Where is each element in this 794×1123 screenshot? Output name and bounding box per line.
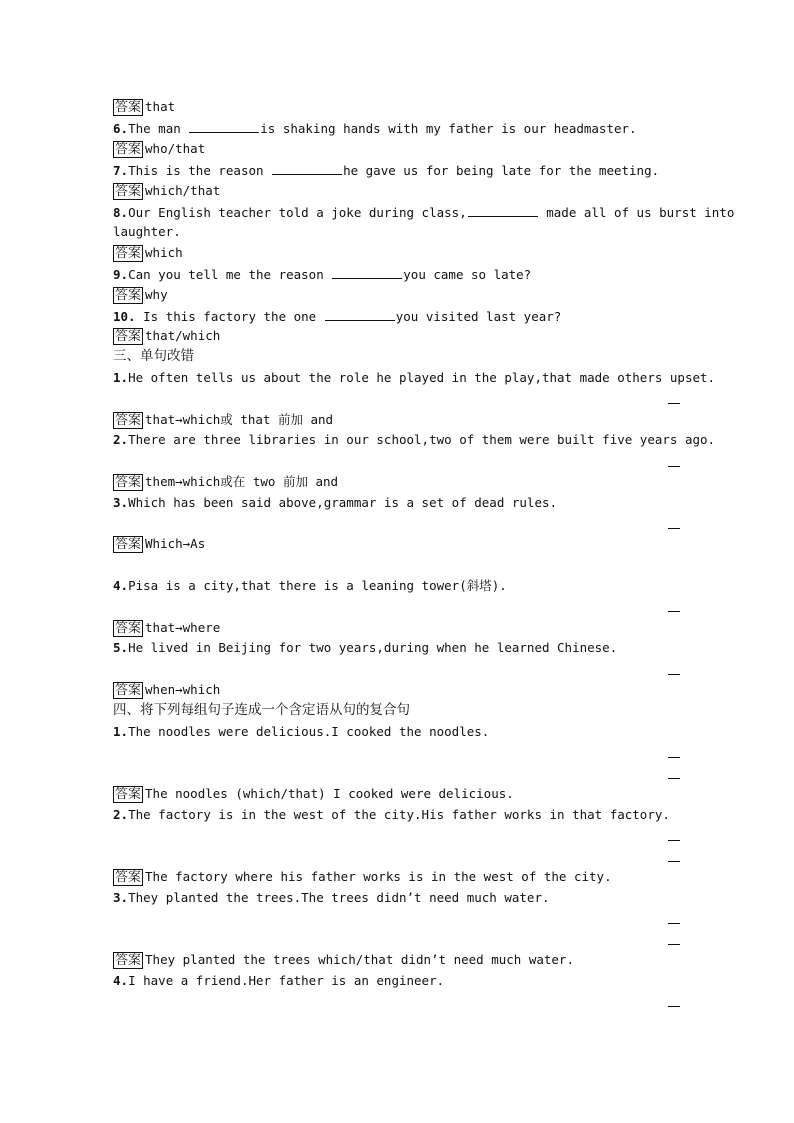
answer-line-6: 答案 who/that	[115, 141, 206, 157]
answer-rule	[668, 611, 680, 612]
answer-label: 答案	[115, 142, 142, 157]
s4-question-3: 3.They planted the trees.The trees didn’t need much water.	[113, 890, 550, 905]
fill-blank	[468, 204, 538, 217]
answer-line-7: 答案 which/that	[115, 183, 221, 199]
answer-label: 答案	[115, 953, 142, 968]
section-3-title: 三、单句改错	[113, 348, 194, 364]
answer-line-9: 答案 why	[115, 287, 168, 303]
s4-question-1: 1.The noodles were delicious.I cooked the noodles.	[113, 724, 490, 739]
answer-label: 答案	[115, 621, 142, 636]
s3-question-4: 4.Pisa is a city,that there is a leaning tower(斜塔).	[113, 578, 507, 593]
s3-answer-3: 答案 Which→As	[115, 536, 206, 552]
answer-line-5	[113, 99, 175, 116]
fill-blank	[332, 266, 402, 279]
s3-answer-2: 答案 them→which或在 two 前加 and	[115, 474, 339, 490]
s4-question-4: 4.I have a friend.Her father is an engineer.	[113, 973, 445, 988]
s3-question-3: 3.Which has been said above,grammar is a set of dead rules.	[113, 495, 558, 510]
fill-blank	[189, 120, 259, 133]
answer-label: 答案	[115, 246, 142, 261]
s4-question-2: 2.The factory is in the west of the city.His father works in that factory.	[113, 807, 670, 822]
answer-rule	[668, 861, 680, 862]
answer-label: 答案	[115, 683, 142, 698]
fill-blank	[272, 162, 342, 175]
s3-question-1: 1.He often tells us about the role he played in the play,that made others upset.	[113, 370, 716, 385]
answer-label: 答案	[115, 413, 142, 428]
question-9: 9.Can you tell me the reason you came so late?	[113, 267, 532, 282]
s3-answer-1: 答案 that→which或 that 前加 and	[115, 412, 334, 428]
answer-rule	[668, 778, 680, 779]
fill-blank	[325, 308, 395, 321]
answer-rule	[668, 757, 680, 758]
s4-answer-1: 答案 The noodles (which/that) I cooked were delicious.	[115, 786, 514, 802]
answer-label: 答案	[115, 537, 142, 552]
answer-rule	[668, 403, 680, 404]
answer-line-10: 答案 that/which	[115, 328, 221, 344]
answer-label: 答案	[115, 329, 142, 344]
answer-rule	[668, 466, 680, 467]
question-7: 7.This is the reason he gave us for being late for the meeting.	[113, 163, 660, 178]
answer-text: that	[145, 99, 176, 114]
answer-rule	[668, 528, 680, 529]
question-8: 8.Our English teacher told a joke during class, made all of us burst into	[113, 205, 735, 220]
answer-rule	[668, 944, 680, 945]
s4-answer-2: 答案 The factory where his father works is in the west of the city.	[115, 869, 612, 885]
answer-label: 答案	[115, 288, 142, 303]
answer-rule	[668, 840, 680, 841]
question-10: 10. Is this factory the one you visited last year?	[113, 309, 562, 324]
question-8-continued: laughter.	[113, 224, 181, 239]
answer-label: 答案	[115, 100, 142, 115]
answer-rule	[668, 923, 680, 924]
s3-question-5: 5.He lived in Beijing for two years,during when he learned Chinese.	[113, 640, 618, 655]
s3-answer-5: 答案 when→which	[115, 682, 221, 698]
answer-rule	[668, 1006, 680, 1007]
section-4-title: 四、将下列每组句子连成一个含定语从句的复合句	[113, 702, 410, 718]
answer-label: 答案	[115, 870, 142, 885]
answer-line-8: 答案 which	[115, 245, 183, 261]
s3-question-2: 2.There are three libraries in our school,two of them were built five years ago.	[113, 432, 716, 447]
s3-answer-4: 答案 that→where	[115, 620, 221, 636]
answer-label: 答案	[115, 184, 142, 199]
s4-answer-3: 答案 They planted the trees which/that didn’t need much water.	[115, 952, 574, 968]
answer-label: 答案	[115, 475, 142, 490]
answer-label: 答案	[115, 787, 142, 802]
answer-rule	[668, 674, 680, 675]
question-6: 6.The man is shaking hands with my father is our headmaster.	[113, 121, 637, 136]
